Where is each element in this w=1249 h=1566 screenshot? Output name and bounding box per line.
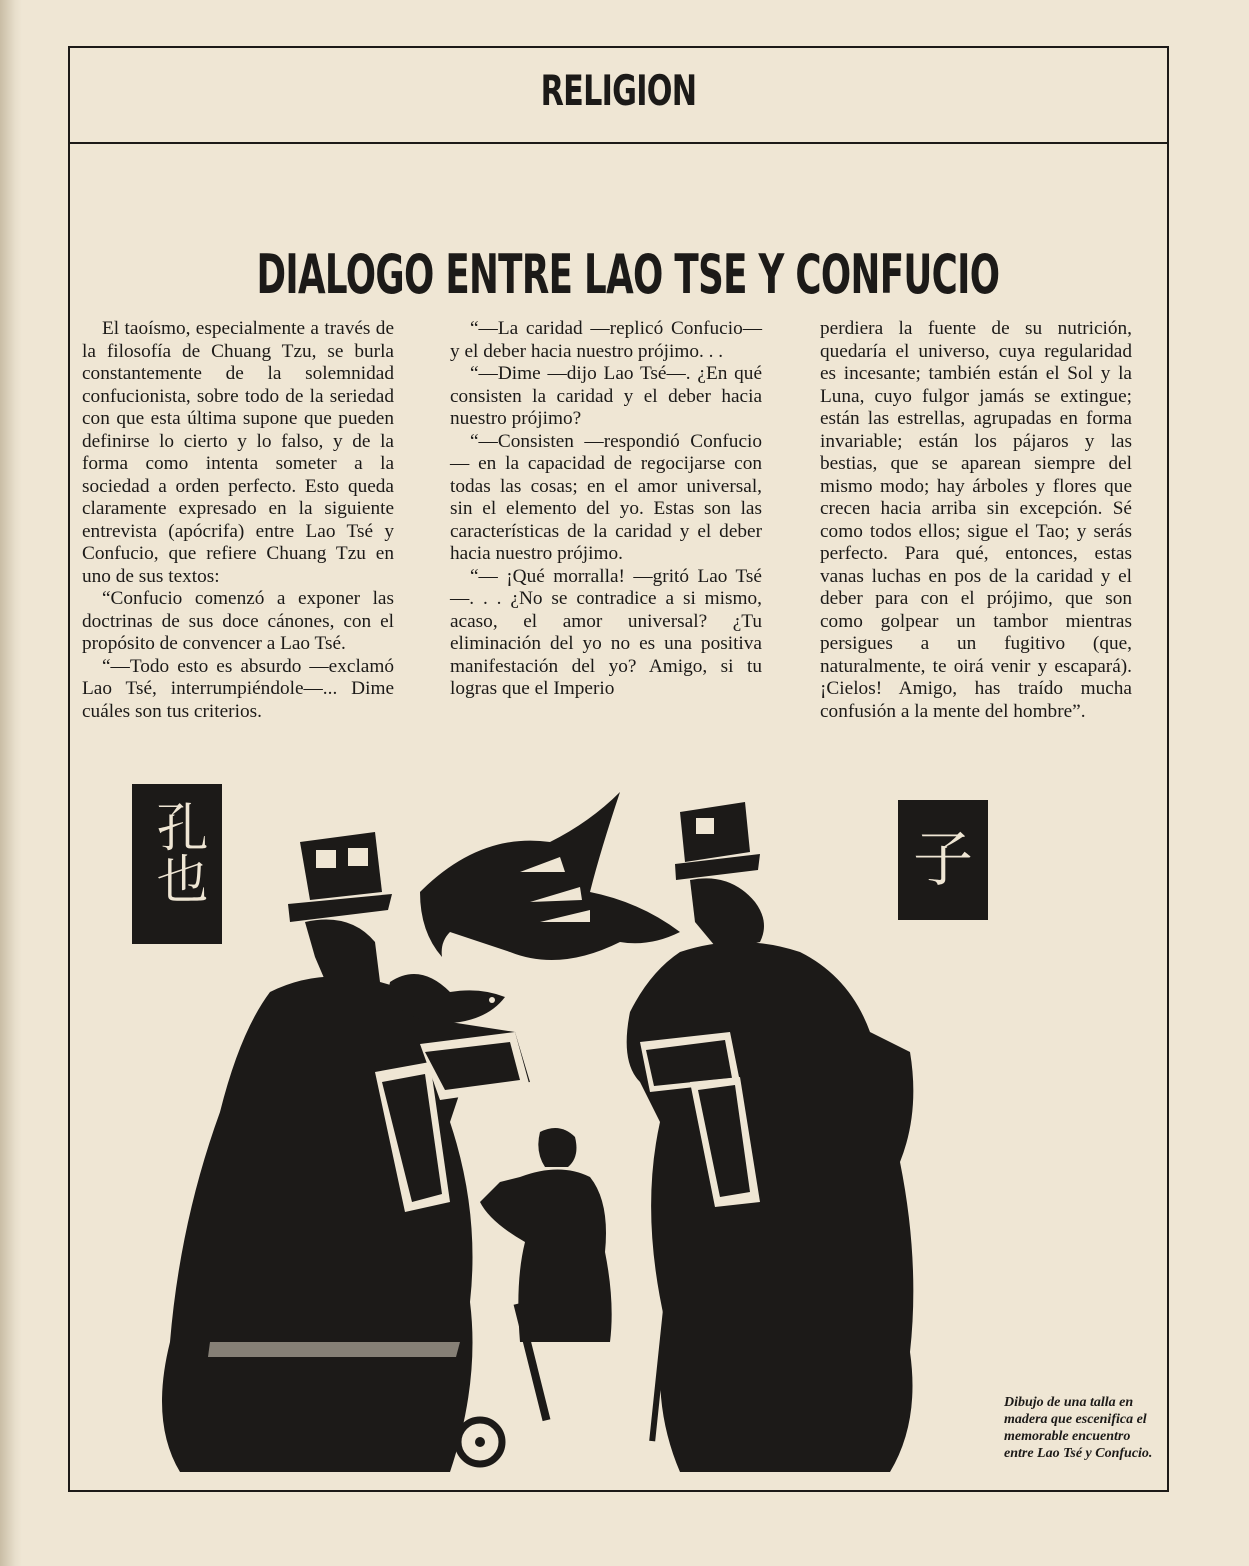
text-column-3 [820, 318, 1132, 723]
paragraph: “—La caridad —replicó Confucio— y el deber hacia nuestro prójimo. . . [450, 318, 762, 362]
woodcut-illustration [120, 782, 1000, 1482]
article-headline: DIALOGO ENTRE LAO TSE Y CONFUCIO [256, 243, 1000, 306]
child-figure [458, 1128, 612, 1464]
section-header [70, 48, 1167, 144]
illustration-caption: Dibujo de una talla en madera que escenifica el memorable encuentro entre Lao Tsé y Confucio. [1004, 1395, 1153, 1461]
paragraph: “—Todo esto es absurdo —exclamó Lao Tsé, interrumpiéndole—... Dime cuáles son tus criterios. [82, 655, 394, 722]
paragraph: perdiera la fuente de su nutrición, quedaría el universo, cuya regularidad es incesante; también están el Sol y la Luna, cuyo fulgor jamás se extingue; están las estrellas, agrupadas en forma invariable; están los pájaros y las bestias, que se aparean siempre del mismo modo; hay árboles y flores que crecen hacia arriba sin excepción. Sé como todos ellos; sigue el Tao; y serás perfecto. Para qué, entonces, estas vanas luchas en pos de la caridad y el deber para con el prójimo, que son como golpear un tambor mientras persigues a un fugitivo (que, naturalmente, te oirá venir y escapará). ¡Cielos! Amigo, has traído mucha confusión a la mente del hombre”. [820, 318, 1132, 722]
text-column-1 [82, 318, 394, 723]
paragraph: El taoísmo, especialmente a través de la filosofía de Chuang Tzu, se burla constantemente de la solemnidad confucionista, sobre todo de la seriedad con que esta última supone que pueden definirse lo cierto y lo falso, y de la forma como intenta someter a la sociedad a orden perfecto. Esto queda claramente expresado en la siguiente entrevista (apócrifa) entre Lao Tsé y Confucio, que refiere Chuang Tzu en uno de sus textos: [82, 318, 394, 587]
flying-bird [420, 792, 680, 960]
section-title: RELIGION [540, 66, 697, 115]
paragraph: “Confucio comenzó a exponer las doctrinas de sus doce cánones, con el propósito de convencer a Lao Tsé. [82, 588, 394, 654]
seal-left [132, 784, 222, 944]
seal-left-glyphs: 孔也 [147, 800, 207, 904]
page-binding-shadow [0, 0, 22, 1566]
right-figure [627, 802, 914, 1472]
paragraph: “—Consisten —respondió Confucio— en la capacidad de regocijarse con todas las cosas; en el amor universal, sin el elemento del yo. Estas son las características de la caridad y el deber hacia nuestro prójimo. [450, 430, 762, 564]
text-column-2 [450, 318, 762, 701]
paragraph: “—Dime —dijo Lao Tsé—. ¿En qué consisten la caridad y el deber hacia nuestro prójimo? [450, 363, 762, 429]
paragraph: “— ¡Qué morralla! —gritó Lao Tsé—. . . ¿No se contradice a si mismo, acaso, el amor universal? ¿Tu eliminación del yo no es una positiva manifestación del yo? Amigo, si tu logras que el Imperio [450, 565, 762, 699]
seal-right-glyph: 子 [913, 825, 973, 895]
seal-right [898, 800, 988, 920]
article-body [82, 318, 1158, 788]
